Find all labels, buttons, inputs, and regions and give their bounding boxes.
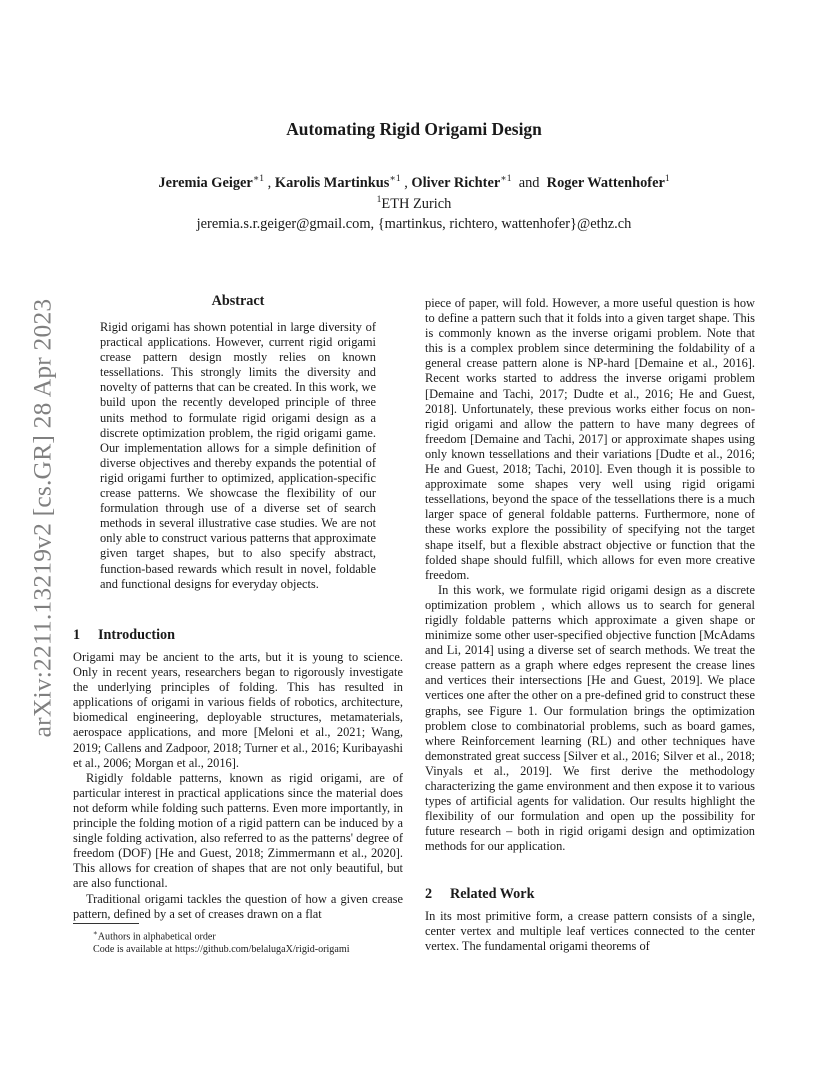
paragraph: Traditional origami tackles the question of how a given crease pattern, defined by a set of creases drawn on a flat (73, 891, 403, 921)
paragraph: Rigidly foldable patterns, known as rigid origami, are of particular interest in practical applications since the material does not deform while folding such patterns. Even more importantly, in principle the folding motion of a rigid pattern can be induced by a single folding activation, also referred to as the patterns' degree of freedom (DOF) [He and Guest, 2018; Zimmermann et al., 2020]. This allows for creation of shapes that are not only beautiful, but are also functional. (73, 770, 403, 891)
author-emails: jeremia.s.r.geiger@gmail.com, {martinkus, richtero, wattenhofer}@ethz.ch (196, 216, 632, 232)
author-list (0, 173, 828, 192)
footnote-marker: ∗ (93, 929, 98, 937)
section-number: 2 (425, 886, 433, 902)
author-name: Jeremia Geiger (158, 174, 253, 191)
abstract-heading: Abstract (211, 293, 265, 309)
section-heading-introduction (73, 627, 403, 644)
author-name: Oliver Richter (411, 174, 501, 191)
paragraph: piece of paper, will fold. However, a more useful question is how to define a pattern such that it folds into a given target shape. This is commonly known as the inverse origami problem. Note that this is a complex problem since determining the foldability of a general crease pattern alone is NP-hard [Demaine et al., 2016]. Recent works started to address the inverse origami problem [Demaine and Tachi, 2017; Dudte et al., 2016; He and Guest, 2018]. Unfortunately, these previous works either focus on non-rigid origami and allow the pattern to have many degrees of freedom [Demaine and Tachi, 2017] or approximate shapes using only known tessellations and their variations [Dudte et al., 2016; He and Guest, 2018; Tachi, 2010]. Even though it is possible to approximate some shapes very well using rigid origami tessellations, beyond the space of the tessellations there is a much larger space of general foldable patterns. Furthermore, none of these works explore the possibility of specifying not the target shape itself, but a flexible abstract objective or function that the folded shape should fulfill, which allows for even more creative freedom. (425, 296, 755, 582)
right-column-body (425, 296, 755, 854)
arxiv-identifier: arXiv:2211.13219v2 [cs.GR] 28 Apr 2023 (27, 298, 57, 738)
related-work-body (425, 909, 755, 954)
author-name: Roger Wattenhofer (546, 174, 665, 191)
paper-title: Automating Rigid Origami Design (286, 119, 542, 139)
author-separator-and: and (518, 174, 540, 191)
author-separator: , (267, 174, 272, 191)
section-heading-related-work (425, 886, 755, 903)
affiliation (0, 195, 828, 213)
affiliation-marker: 1 (376, 195, 382, 205)
author-marker: ∗1 (252, 174, 265, 184)
paragraph: Origami may be ancient to the arts, but it is young to science. Only in recent years, researchers began to rigorously investigate the underlying principles of folding. This has resulted in applications of origami in various fields of robotics, architecture, biomedical engineering, deployable structures, metamaterials, aerospace applications, and more [Meloni et al., 2021; Wang, 2019; Callens and Zadpoor, 2018; Turner et al., 2016; Kuribayashi et al., 2006; Morgan et al., 2016]. (73, 650, 403, 770)
footnote: ∗Authors in alphabetical order (93, 929, 216, 943)
footnote-divider (73, 923, 139, 924)
paragraph: In this work, we formulate rigid origami design as a discrete optimization problem , which allows us to search for general rigidly foldable patterns which approximate a given shape or minimize some other user-specified objective function [McAdams and Li, 2014] using a diverse set of search methods. We treat the crease pattern as a graph where edges represent the crease lines and vertices their intersections [He and Guest, 2019]. We place vertices one after the other on a pre-defined grid to construct these graphs, see Figure 1. Our formulation brings the optimization problem close to combinatorial problems, such as board games, where Reinforcement learning (RL) and other techniques have demonstrated great success [Silver et al., 2016; Silver et al., 2018; Vinyals et al., 2019]. We first derive the methodology characterizing the game environment and then expose it to various types of artificial agents for validation. Our results highlight the flexibility of our formulation and open up the possibility for future research – both in rigid origami design and optimization methods for our application. (425, 582, 755, 854)
author-separator: , (404, 174, 408, 191)
footnotes (73, 927, 403, 956)
author-marker: 1 (664, 174, 670, 184)
abstract-body (100, 320, 376, 592)
paragraph: In its most primitive form, a crease pattern consists of a single, center vertex and multiple leaf vertices connected to the center vertex. The fundamental origami theorems of (425, 909, 755, 954)
abstract-paragraph: Rigid origami has shown potential in large diversity of practical applications. However, current rigid origami crease pattern design mostly relies on known tessellations. This strongly limits the diversity and novelty of patterns that can be created. In this work, we build upon the recently developed principle of three units method to formulate rigid origami design as a discrete optimization problem, the rigid origami game. Our implementation allows for a simple definition of diverse objectives and thereby expands the potential of rigid origami further to optimized, application-specific crease patterns. We showcase the flexibility of our formulation through use of a diverse set of search methods in several illustrative case studies. We are not only able to construct various patterns that approximate given target shapes, but to also specify abstract, function-based rewards which result in novel, foldable and functional designs for everyday objects. (100, 320, 376, 591)
affiliation-name: ETH Zurich (381, 195, 452, 212)
section-title: Related Work (450, 886, 535, 902)
footnote-code-link: Code is available at https://github.com/belalugaX/rigid-origami (93, 944, 350, 956)
section-title: Introduction (98, 627, 175, 643)
author-marker: ∗1 (500, 174, 512, 184)
author-name: Karolis Martinkus (274, 174, 390, 191)
author-marker: ∗1 (389, 174, 401, 184)
arxiv-stamp (26, 283, 58, 753)
introduction-body (73, 650, 403, 922)
section-number: 1 (73, 627, 81, 643)
